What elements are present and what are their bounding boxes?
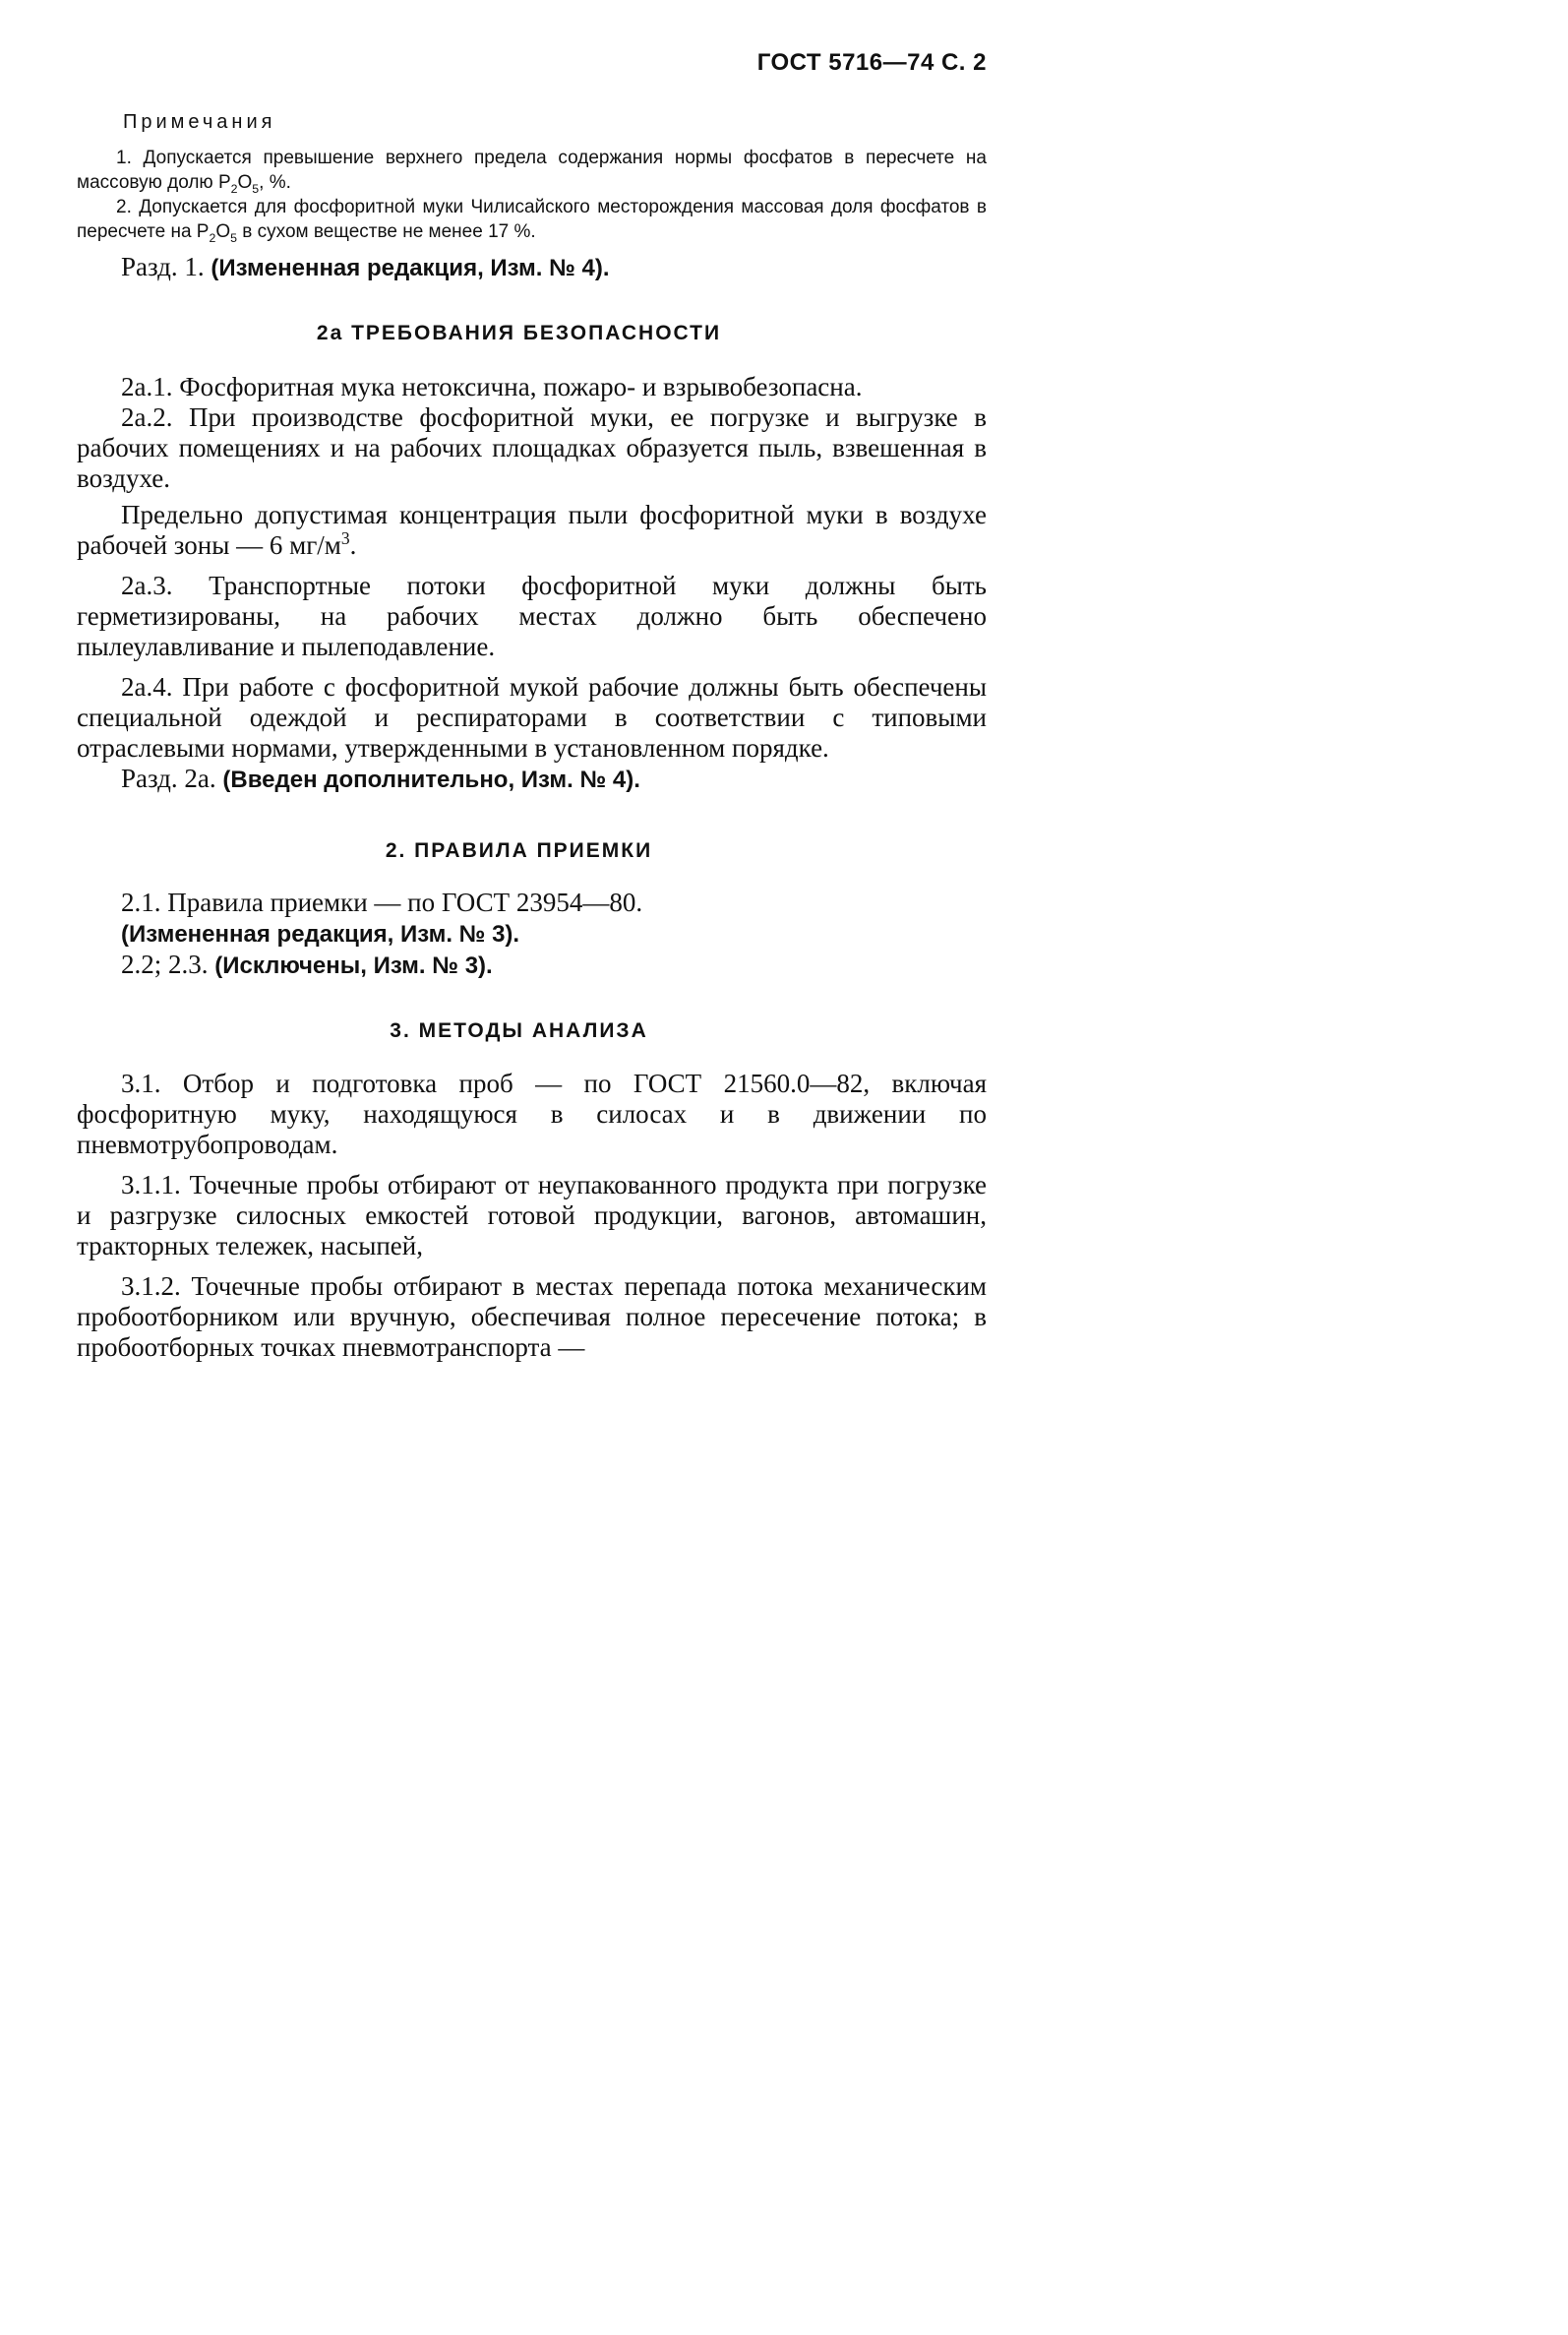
section-3-title: 3. МЕТОДЫ АНАЛИЗА — [390, 1019, 648, 1042]
document-page — [0, 0, 1038, 1550]
paragraph-3-1: 3.1. Отбор и подготовка проб — по ГОСТ 21560.0—82, включая фосфоритную муку, находящуюся в силосах и в движении по пневмотрубопроводам. — [77, 1069, 987, 1159]
section-2a-body — [77, 372, 987, 795]
paragraph-2a-2: 2а.2. При производстве фосфоритной муки, ее погрузке и выгрузке в рабочих помещениях и на рабочих площадках образуется пыль, взвешенная в воздухе. — [77, 402, 987, 493]
paragraph-2a-3: 2а.3. Транспортные потоки фосфоритной муки должны быть герметизированы, на рабочих местах должно быть обеспечено пылеулавливание и пылеподавление. — [77, 571, 987, 661]
paragraph-2a-1: 2а.1. Фосфоритная мука нетоксична, пожаро- и взрывобезопасна. — [121, 372, 863, 401]
section-2-body — [77, 888, 987, 981]
section-2-title: 2. ПРАВИЛА ПРИЕМКИ — [385, 839, 653, 862]
amendment-2-1: (Измененная редакция, Изм. № 3). — [121, 921, 520, 948]
section-2a-title: 2а ТРЕБОВАНИЯ БЕЗОПАСНОСТИ — [316, 322, 722, 344]
notes-list — [77, 146, 987, 244]
amendment-section-2a: Разд. 2а. (Введен дополнительно, Изм. № 4). — [121, 764, 640, 793]
page-header: ГОСТ 5716—74 С. 2 — [756, 49, 987, 76]
paragraph-2a-2-limit: Предельно допустимая концентрация пыли фосфоритной муки в воздухе рабочей зоны — 6 $мг/м^3$. — [77, 500, 987, 560]
note-1: 1. Допускается превышение верхнего предела содержания нормы фосфатов в пересчете на массовую долю $P_2O_5$, %. — [77, 148, 987, 196]
paragraph-3-1-1: 3.1.1. Точечные пробы отбирают от неупакованного продукта при погрузке и разгрузке силосных емкостей готовой продукции, вагонов, автомашин, тракторных тележек, насыпей, — [77, 1170, 987, 1260]
paragraph-3-1-2: 3.1.2. Точечные пробы отбирают в местах перепада потока механическим пробоотборником или вручную, обеспечивая полное пересечение потока; в пробоотборных точках пневмотранспорта — — [77, 1271, 987, 1362]
notes-title: Примечания — [123, 111, 276, 133]
paragraph-2a-4: 2а.4. При работе с фосфоритной мукой рабочие должны быть обеспечены специальной одеждой и респираторами в соответствии с типовыми отраслевыми нормами, утвержденными в установленном порядке. — [77, 672, 987, 763]
paragraph-2-1: 2.1. Правила приемки — по ГОСТ 23954—80. — [121, 888, 643, 917]
amendment-section-1: Разд. 1. (Измененная редакция, Изм. № 4). — [121, 252, 610, 281]
note-2: 2. Допускается для фосфоритной муки Чилисайского месторождения массовая доля фосфатов в пересчете на $P_2O_5$ в сухом веществе не менее 17 %. — [77, 197, 987, 245]
section-3-body — [77, 1069, 987, 1363]
paragraph-2-2-2-3: 2.2; 2.3. (Исключены, Изм. № 3). — [121, 950, 493, 979]
